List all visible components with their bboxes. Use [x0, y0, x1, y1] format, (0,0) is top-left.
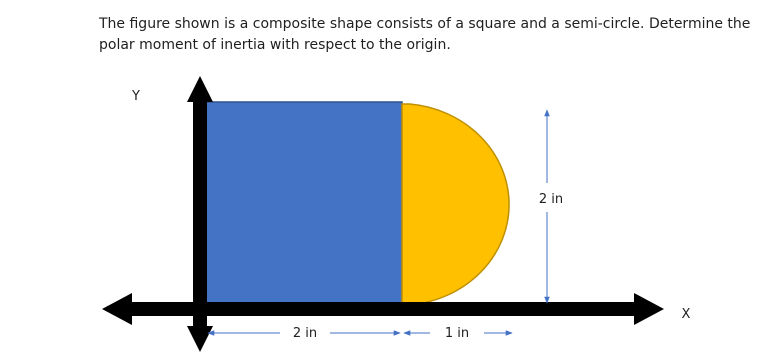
problem-text: The figure shown is a composite shape consists of a square and a semi-circle. Determine the polar moment of inertia with respect to the origin. — [99, 16, 751, 53]
semicircle-shape — [402, 104, 509, 305]
y-axis-label: Y — [132, 89, 140, 104]
dimension-height-label: 2 in — [538, 192, 564, 207]
dimension-square-width-label: 2 in — [292, 326, 318, 341]
x-axis-label: X — [681, 307, 691, 322]
dimension-radius-label: 1 in — [444, 326, 470, 341]
square-shape — [205, 102, 402, 305]
